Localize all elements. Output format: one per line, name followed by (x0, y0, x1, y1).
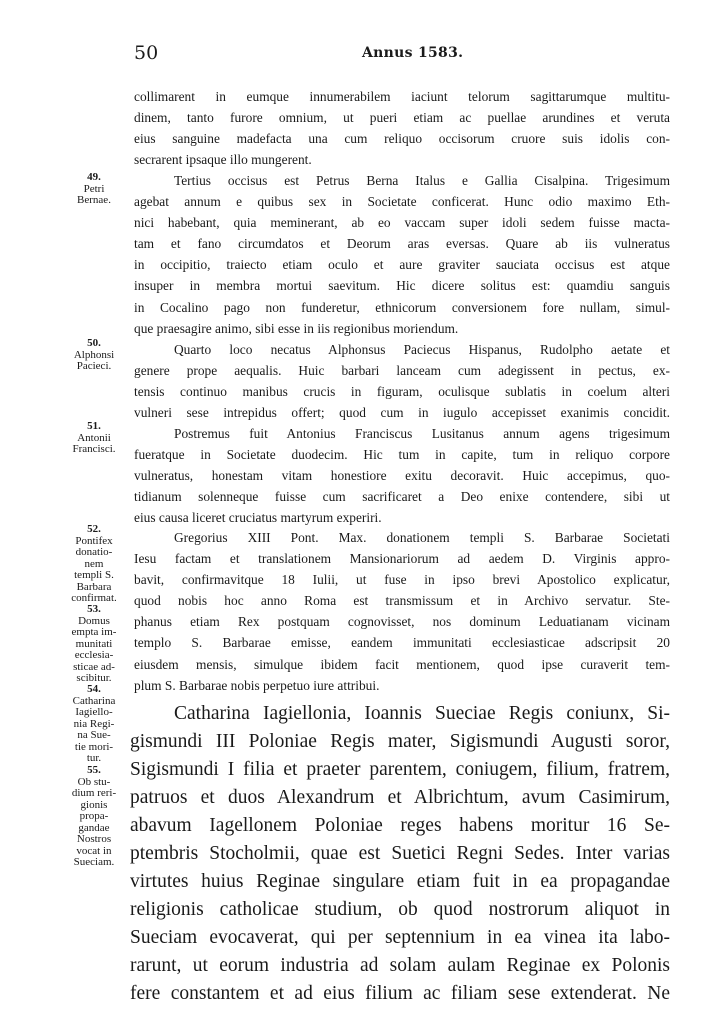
text-line: virtutes huius Reginae singulare etiam fuit in ea propagandae (130, 871, 670, 892)
text-line: eius causa liceret cruciatus martyrum experiri. (134, 510, 382, 526)
note-line: Nostros (76, 833, 112, 845)
text-line: vulneratus, honestam vitam honestiore exitu decoravit. Huic accepimus, quo- (134, 468, 670, 484)
text-line: quod nobis hoc anno Roma est transmissum et in Archivo servatur. Ste- (134, 593, 670, 609)
note-line: propa- (79, 810, 109, 822)
note-line: Sueciam. (73, 856, 115, 868)
text-line: tidianum solenneque fuisse cum sacrificaret a Deo enixe contendere, sibi ut (134, 489, 670, 505)
text-line: patruos et duos Alexandrum et Albrichtum, avum Casimirum, (130, 787, 670, 808)
note-line: gionis (80, 798, 108, 811)
note-line: scibitur. (76, 672, 112, 684)
text-line: Sueciam evocaverat, qui per septennium in ea vinea ita labo- (130, 927, 670, 948)
marginal-note-51 (62, 421, 126, 456)
text-line: fere constantem et ad eius filium ac filiam sese extenderat. Ne (130, 983, 670, 1004)
text-line: Catharina Iagiellonia, Ioannis Sueciae Regis coniunx, Si- (174, 703, 670, 724)
text-line: templo S. Barbarae emisse, eandem immunitati ecclesiasticae adscripsit 20 (134, 635, 670, 651)
marginal-note-50 (62, 338, 126, 373)
note-line: Alphonsi (73, 348, 115, 361)
note-line: Iagiello- (75, 706, 113, 718)
note-line: nem (84, 557, 104, 570)
note-line: ecclesia- (74, 649, 114, 661)
note-number: 51. (87, 420, 101, 432)
text-line: eius sanguine madefacta una cum reliquo occisorum cruore suis idolis con- (134, 131, 670, 147)
text-line: vulneri sese intrepidus offert; quod cum in iugulo accepisset exanimis concidit. (134, 405, 670, 421)
marginal-note-55 (62, 765, 126, 869)
note-line: tie mori- (74, 740, 114, 753)
text-line: abavum Iagellonem Poloniae reges habens moritur 16 Se- (130, 815, 670, 836)
text-line: religionis catholicae studium, ob quod nostrorum aliquot in (130, 899, 670, 920)
note-line: Ob stu- (77, 775, 111, 788)
paragraph-antonii-francisci (134, 423, 670, 528)
note-line: donatio- (75, 546, 113, 558)
text-line: nici habebant, quia meminerant, ab eo vaccam super idoli sedem fuisse macta- (134, 215, 670, 231)
paragraph-catharina (130, 700, 670, 1008)
running-title: Annus 1583. (362, 45, 464, 61)
note-line: sticae ad- (73, 660, 115, 673)
page-header (134, 42, 670, 66)
note-line: vocat in (76, 844, 112, 857)
note-line: Catharina (72, 694, 116, 707)
note-line: nia Regi- (73, 717, 115, 730)
text-line: insuper in membra mortui saevitum. Hic dicere solitus est: quamdiu sanguis (134, 278, 670, 294)
marginal-note-49 (62, 172, 126, 207)
text-line: bavit, confirmavitque 18 Iulii, ut fuse in ipso brevi Apostolico explicatur, (134, 572, 670, 588)
paragraph-alphonsi-pacieci (134, 339, 670, 423)
note-line: Pacieci. (76, 360, 112, 372)
text-line: tensis continuo manibus crucis in figuram, oculisque sublatis in coelum alteri (134, 384, 670, 400)
text-line: ptembris Stocholmii, quae est Suetici Regni Sedes. Inter varias (130, 843, 670, 864)
note-number: 54. (87, 683, 101, 695)
note-line: empta im- (71, 626, 117, 638)
note-number: 55. (87, 764, 101, 776)
text-line: Postremus fuit Antonius Franciscus Lusitanus annum agens trigesimum (174, 426, 670, 441)
text-line: eiusdem mensis, simulque ibidem facit mentionem, quod ipse curaverit tem- (134, 656, 670, 672)
text-line: collimarent in eumque innumerabilem iaciunt telorum sagittarumque multitu- (134, 89, 670, 104)
note-number: 52. (87, 523, 101, 535)
page-number: 50 (134, 42, 159, 64)
note-line: munitati (75, 637, 113, 650)
text-line: in occipitio, traiecto etiam oculo et aure graviter sauciata occisus est atque (134, 257, 670, 273)
text-line: agebat annum e quibus sex in Societate conficerat. Hunc odio maximo Eth- (134, 194, 670, 210)
note-line: tur. (86, 752, 102, 764)
text-line: in Cocalino pago non funderetur, ethnicorum conversionem fore nullam, simul- (134, 299, 670, 315)
text-line: rarunt, ut eorum industria ad solam aulam Reginae ex Polonis (130, 955, 670, 976)
text-line: Quarto loco necatus Alphonsus Paciecus Hispanus, Rudolpho aetate et (174, 342, 670, 357)
note-number: 49. (87, 171, 101, 183)
text-line: fueratque in Societate duodecim. Hic tum in capite, tum in reliquo corpore (134, 447, 670, 463)
marginal-note-52 (62, 524, 126, 605)
note-line: templi S. (74, 569, 114, 581)
note-line: Bernae. (77, 194, 111, 206)
text-line: Gregorius XIII Pont. Max. donationem templi S. Barbarae Societati (174, 530, 670, 545)
note-line: Domus (78, 614, 110, 627)
note-line: Pontifex (75, 534, 113, 547)
note-number: 50. (87, 337, 101, 349)
note-number: 53. (87, 603, 101, 615)
text-line: dinem, tanto furore omnium, ut pueri etiam ac puellae arundines et veruta (134, 110, 670, 126)
note-line: Barbara (76, 580, 112, 593)
text-line: que praesagire animo, sibi esse in iis regionibus moriendum. (134, 320, 459, 336)
text-line: Tertius occisus est Petrus Berna Italus e Gallia Cisalpina. Trigesimum (174, 173, 670, 188)
text-line: phanus etiam Rex postquam cognovisset, nos dominum Leduatianam vicinam (134, 614, 670, 630)
text-line: plum S. Barbarae nobis perpetuo iure attribui. (134, 677, 380, 693)
text-line: Sigismundi I filia et praeter parentem, coniugem, filium, fratrem, (130, 759, 670, 780)
note-line: confirmat. (71, 592, 117, 604)
note-line: Petri (83, 182, 105, 195)
paragraph-continuation (134, 86, 670, 170)
text-line: gismundi III Poloniae Regis mater, Sigismundi Augusti soror, (130, 731, 670, 752)
text-line: Iesu factam et translationem Mansionariorum ad aedem D. Virginis appro- (134, 551, 670, 567)
text-line: tam et fano circumdatos et Deorum aras eversas. Quare ab iis vulneratus (134, 236, 670, 252)
text-line: genere prope aequalis. Huic barbari lanceam cum adegissent in pectus, ex- (134, 363, 670, 379)
marginal-note-53 (62, 604, 126, 685)
note-line: gandae (78, 821, 110, 834)
text-line: secrarent ipsaque illo mungerent. (134, 152, 312, 168)
note-line: na Sue- (77, 729, 111, 741)
marginal-note-54 (62, 684, 126, 765)
paragraph-petri-bernae (134, 170, 670, 339)
paragraph-gregorius (134, 527, 670, 696)
note-line: dium reri- (71, 787, 117, 799)
note-line: Francisci. (72, 443, 116, 455)
note-line: Antonii (77, 431, 111, 444)
